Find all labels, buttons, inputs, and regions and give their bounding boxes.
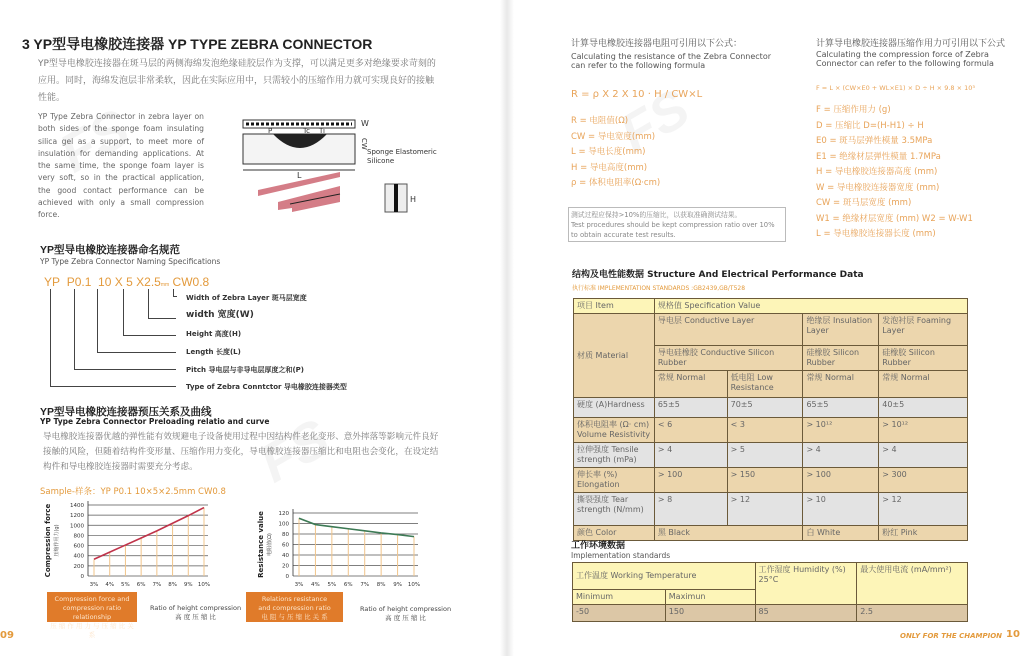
y-axis-title: Resistance value <box>257 511 265 578</box>
footer-slogan: ONLY FOR THE CHAMPION <box>900 632 1003 640</box>
preload-text: 导电橡胶连接器优越的弹性能有效规避电子设备使用过程中因结构件老化变形、意外摔落等影响元件良好接触的风险，但随着结构件变形量、压缩作用力变化，导电橡胶连接器压缩比和电阻也会变化，在设定结构件和导电橡胶连接器时需要充分考虑。 <box>43 432 439 472</box>
y-tick-label: 0 <box>285 574 289 580</box>
y-tick-label: 100 <box>278 521 289 528</box>
chart2-caption: Relations resistance and compression ratio 电 阻 与 压 缩 比 关 系 <box>246 592 343 622</box>
chart1-xlabel: Ratio of height compression 高 度 压 缩 比 <box>150 604 242 621</box>
table-row: 颜色 Color 黑 Black 白 White 粉红 Pink <box>574 526 968 541</box>
y-axis-title-cn: 压缩作用力(g) <box>54 524 60 557</box>
y-tick-label: 200 <box>73 563 84 570</box>
x-tick-label: 8% <box>376 582 386 588</box>
y-tick-label: 800 <box>73 533 84 540</box>
test-note: 测试过程应保持>10%的压缩比，以获取准确测试结果。 Test procedures should be kept compression ratio over 10% to obtain accurate test results. <box>568 207 786 242</box>
table-row: 撕裂强度 Tear strength (N/mm) > 8 > 12 > 10 > 12 <box>574 493 968 526</box>
y-tick-label: 1000 <box>70 523 84 530</box>
force-title-en: Calculating the compression force of Zebra Connector can refer to the following formula <box>816 50 994 68</box>
page-number-left: 09 <box>0 630 14 641</box>
page-title: 3 YP型导电橡胶连接器 YP TYPE ZEBRA CONNECTOR <box>22 36 373 52</box>
svg-text:L: L <box>297 171 302 180</box>
force-formula: F = L × (CW×E0 + WL×E1) × D ÷ H × 9.8 × 10³ <box>816 84 975 92</box>
naming-label: Height 高度(H) <box>186 330 242 338</box>
x-tick-label: 4% <box>105 582 115 588</box>
x-tick-label: 4% <box>311 582 320 588</box>
svg-text:H: H <box>410 195 417 204</box>
res-formula: R = ρ X 2 X 10 · H / CW×L <box>571 89 703 100</box>
x-tick-label: 3% <box>89 582 99 588</box>
svg-text:CW: CW <box>360 138 368 150</box>
table-row: -50 150 85 2.5 <box>573 605 968 622</box>
naming-label: Length 长度(L) <box>186 348 241 356</box>
x-tick-label: 6% <box>343 582 353 588</box>
intro-en: YP Type Zebra Connector in zebra layer on both sides of the sponge foam insulating silica gel as a support, to meet more of insulation for demanding applications. At the same time, the sponge foam layer is very soft, so in the practical application, the good contact performance can be achieved with only a small compression force. <box>38 112 204 220</box>
y-tick-label: 1400 <box>70 503 84 509</box>
perf-standards: 执行标准 IMPLEMENTATION STANDARDS :GB2439,GB/T528 <box>572 285 746 292</box>
table-row: 硬度 (A)Hardness 65±5 70±5 65±5 40±5 <box>574 398 968 418</box>
force-title-cn: 计算导电橡胶连接器压缩作用力可引用以下公式 <box>816 39 1006 49</box>
sample-label: Sample-样条：YP P0.1 10×5×2.5mm CW0.8 <box>40 487 226 497</box>
x-tick-label: 7% <box>152 582 162 588</box>
svg-text:P: P <box>268 127 273 135</box>
naming-label: Type of Zebra Conntctor 导电橡胶连接器类型 <box>186 383 347 391</box>
res-vars: R = 电阻值(Ω) CW = 导电宽度(mm) L = 导电长度(mm) H = 导电高度(mm) ρ = 体积电阻率(Ω·cm) <box>571 116 661 188</box>
env-title-cn: 工作环境数据 <box>571 541 626 551</box>
chart1-caption: Compression force and compression ratio relationship 压 缩 作 用 力 与 压 缩 比 关 系 <box>47 592 137 622</box>
y-tick-label: 0 <box>80 574 84 580</box>
res-title-cn: 计算导电橡胶连接器电阻可引用以下公式： <box>571 39 743 49</box>
x-tick-label: 7% <box>360 582 370 588</box>
svg-text:Ti: Ti <box>319 127 326 135</box>
y-tick-label: 120 <box>278 511 289 517</box>
environment-table: 工作温度 Working Temperature 工作湿度 Humidity (%) 25°C 最大使用电流 (mA/mm²) Minimum Maximun -50 150 85 2.5 <box>572 562 968 622</box>
x-tick-label: 10% <box>407 582 421 588</box>
x-tick-label: 6% <box>136 582 146 588</box>
connector-diagram <box>240 112 450 232</box>
page-number-right: 10 <box>1006 629 1020 640</box>
y-tick-label: 600 <box>73 543 84 550</box>
y-tick-label: 80 <box>282 532 289 538</box>
y-axis-title: Compression force <box>44 503 52 578</box>
naming-label: Pitch 导电层与非导电层厚度之和(P) <box>186 366 304 374</box>
y-tick-label: 60 <box>282 542 289 549</box>
naming-label: width 宽度(W) <box>186 310 254 320</box>
force-vars: F = 压缩作用力 (g) D = 压缩比 D=(H-H1) ÷ H E0 = 斑马层弹性模量 3.5MPa E1 = 绝缘材层弹性模量 1.7MPa H = 导电橡胶连接器高度 (mm) W = 导电橡胶连接器宽度 (mm) CW = 斑马层宽度 (mm) W1 = 绝缘材层宽度 (mm) W2 = W-W1 L = 导电橡胶连接器长度 (mm) <box>816 105 973 239</box>
table-row: 伸长率 (%) Elongation > 100 > 150 > 100 > 300 <box>574 468 968 493</box>
res-title-en: Calculating the resistance of the Zebra Connector can refer to the following formula <box>571 52 771 70</box>
table-row: 拉伸强度 Tensile strength (mPa) > 4 > 5 > 4 > 4 <box>574 443 968 468</box>
table-row: 体积电阻率 (Ω· cm) Volume Resistivity < 6 < 3 > 10¹² > 10¹² <box>574 418 968 443</box>
x-tick-label: 3% <box>294 582 304 588</box>
performance-table: 项目 Item 规格值 Specification Value 材质 Material 导电层 Conductive Layer 绝缘层 Insulation Layer 发泡衬层 Foaming Layer 导电硅橡胶 Conductive Silicon Rubber 硅橡胶 Silicon Rubber 硅橡胶 Silicon Rubber 常规 Normal 低电阻 Low Resistance 常规 Normal 常规 Normal 硬度 (A)Hardness 65±5 70±5 65±5 40±5 体积电阻率 (Ω· cm) Volume Resistivity < 6 < 3 > 10¹² > 10¹² 拉伸强度 Tensile strength (mPa) > 4 > 5 > 4 > 4 伸长率 (%) Elongation > 100 > 150 > 100 > 300 撕裂强度 Tear strength (N/mm) > 8 > 12 > 10 > 12 颜色 Color 黑 Black 白 White 粉红 Pink <box>573 298 968 541</box>
x-tick-label: 5% <box>121 582 130 588</box>
y-tick-label: 40 <box>282 553 289 559</box>
svg-text:W: W <box>361 119 369 128</box>
x-tick-label: 9% <box>183 582 193 588</box>
env-title-en: Implementation standards <box>571 551 671 560</box>
y-tick-label: 20 <box>282 563 289 570</box>
y-axis-title-cn: 电阻值(Ω) <box>267 533 273 556</box>
preload-title-en: YP Type Zebra Connector Preloading relatio and curve <box>40 417 270 426</box>
naming-code: YP P0.1 10 X 5 X2.5mm CW0.8 <box>44 275 210 289</box>
x-tick-label: 5% <box>327 582 337 588</box>
perf-title: 结构及电性能数据 Structure And Electrical Performance Data <box>572 270 864 280</box>
intro-cn: YP型导电橡胶连接器在斑马层的两侧海绵发泡绝缘硅胶层作为支撑，可以满足更多对绝缘要求苛刻的应用。同时，海绵发泡层非常柔软，因此在实际应用中，只需较小的压缩作用力就可实现良好的接触性能。 <box>38 59 436 103</box>
x-tick-label: 9% <box>393 582 402 588</box>
y-tick-label: 400 <box>73 553 84 560</box>
page-gutter <box>500 0 514 656</box>
chart2-xlabel: Ratio of height compression 高 度 压 缩 比 <box>360 605 452 622</box>
y-tick-label: 1200 <box>70 513 84 520</box>
preload-title-cn: YP型导电橡胶连接器预压关系及曲线 <box>40 406 212 418</box>
x-tick-label: 8% <box>168 582 177 588</box>
naming-title-en: YP Type Zebra Connector Naming Specifications <box>40 257 221 266</box>
x-tick-label: 10% <box>197 582 211 588</box>
svg-text:Silicone: Silicone <box>367 157 395 165</box>
naming-label: Width of Zebra Layer 斑马层宽度 <box>186 294 307 302</box>
tc-label: Tc <box>303 127 310 135</box>
svg-text:Sponge Elastomeric: Sponge Elastomeric <box>367 148 437 156</box>
naming-title-cn: YP型导电橡胶连接器命名规范 <box>40 244 181 256</box>
